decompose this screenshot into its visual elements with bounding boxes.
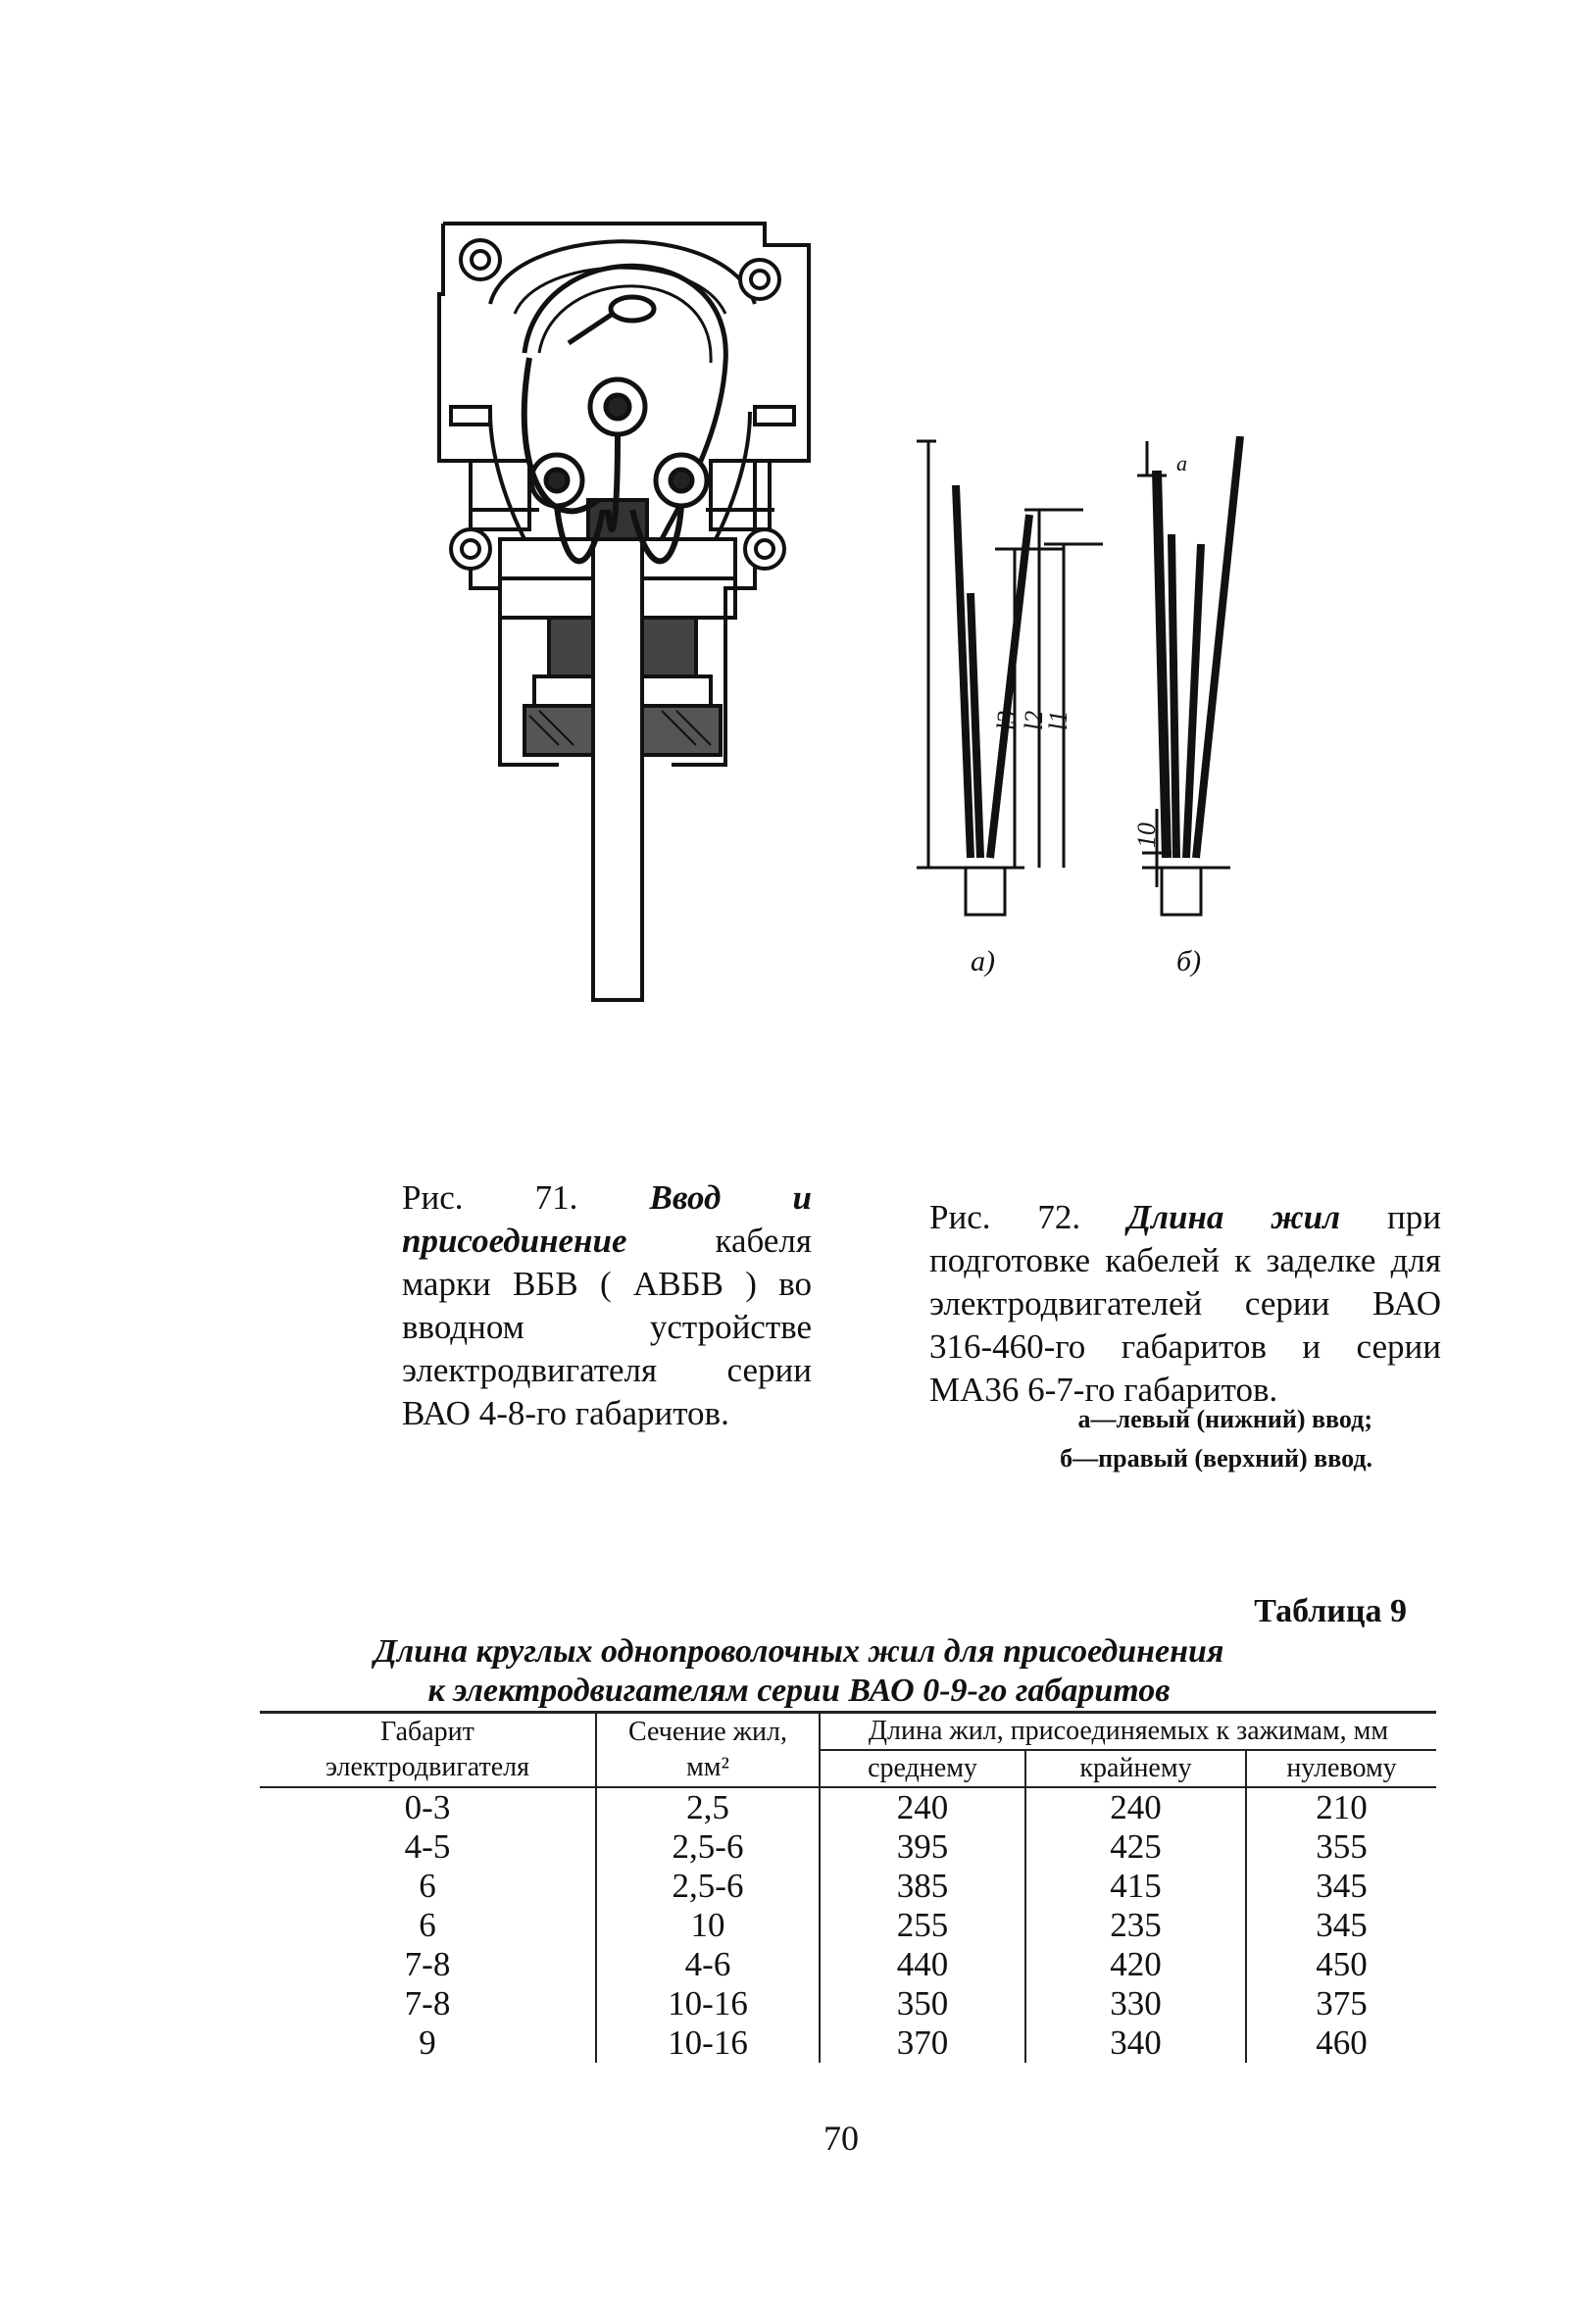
header-frame-line-2: электродвигателя [324,1752,530,1782]
cell-neutral: 460 [1316,2023,1368,2062]
dim-a-label: a [1176,451,1187,475]
cell-frame: 7-8 [260,1945,596,1984]
header-frame-line-1: Габарит [380,1717,474,1747]
cell-section: 2,5-6 [596,1827,820,1867]
cell-middle: 240 [820,1787,1025,1827]
header-lengths-group: Длина жил, присоединяемых к зажимам, мм [820,1713,1436,1751]
cell-outer: 415 [1025,1867,1246,1906]
dim-l1-label: l1 [1044,710,1072,730]
figure-72-text: при подготовке кабелей к заделке для электродвигателей серии ВАО 316-460-го габаритов и серии МА36 6-7-го габаритов. [929,1198,1442,1409]
cell-middle: 350 [820,1984,1025,2023]
table-row [260,1867,1436,1906]
cell-outer: 240 [1025,1787,1246,1827]
cell-frame: 6 [260,1867,596,1906]
data-table [260,1711,1436,2063]
header-frame [260,1713,596,1788]
figure-72-drawing [917,436,1270,985]
dim-l2-label: l2 [1020,710,1048,730]
legend-item-b: б—правый (верхний) ввод. [1060,1444,1372,1473]
cell-frame: 7-8 [260,1984,596,2023]
cell-neutral: 375 [1316,1984,1368,2023]
table-title-line-1: Длина круглых однопроволочных жил для присоединения [374,1633,1224,1670]
cell-outer: 420 [1025,1945,1246,1984]
cell-neutral: 355 [1316,1827,1368,1866]
cell-section: 10-16 [596,2023,820,2063]
cell-section: 10-16 [596,1984,820,2023]
cell-middle: 395 [820,1827,1025,1867]
cell-middle: 440 [820,1945,1025,1984]
table-row [260,2023,1436,2063]
figure-72-legend [941,1400,1372,1478]
dim-10-label: 10 [1132,823,1161,848]
cell-section: 2,5 [596,1787,820,1827]
figure-72-number: Рис. 72. [929,1198,1081,1236]
cell-outer: 235 [1025,1906,1246,1945]
header-section [596,1713,820,1788]
header-neutral: нулевому [1246,1750,1436,1787]
table-label: Таблица 9 [1254,1593,1407,1629]
figure-72-title: Длина жил [1127,1198,1341,1236]
dim-l3-label: l3 [992,710,1021,730]
header-middle: среднему [820,1750,1025,1787]
cell-section: 4-6 [596,1945,820,1984]
table-row [260,1945,1436,1984]
cell-outer: 330 [1025,1984,1246,2023]
cell-frame: 9 [260,2023,596,2063]
figure-71-title: Ввод и присоединение [402,1178,812,1260]
cell-frame: 0-3 [260,1787,596,1827]
legend-item-a: а—левый (нижний) ввод; [1077,1405,1372,1433]
table-title [260,1632,1338,1711]
cell-section: 10 [596,1906,820,1945]
table-title-line-2: к электродвигателям серии ВАО 0-9-го габаритов [427,1673,1171,1709]
cell-middle: 255 [820,1906,1025,1945]
cell-outer: 340 [1025,2023,1246,2063]
table-row [260,1906,1436,1945]
panel-b-label: б) [1176,945,1202,977]
cell-neutral: 345 [1316,1867,1368,1905]
figure-71-text: кабеля марки ВБВ ( АВБВ ) во вводном устройстве электродвигателя серии ВАО 4-8-го габаритов. [402,1222,812,1432]
page-number: 70 [823,2119,859,2158]
cell-neutral: 450 [1316,1945,1368,1983]
table-row [260,1787,1436,1827]
table-row [260,1984,1436,2023]
figure-71-caption [402,1176,812,1435]
figure-72-caption [929,1196,1441,1412]
cell-neutral: 345 [1316,1906,1368,1944]
header-section-line-2: мм² [686,1752,729,1782]
cell-frame: 4-5 [260,1827,596,1867]
cell-section: 2,5-6 [596,1867,820,1906]
header-section-line-1: Сечение жил, [628,1717,787,1747]
cell-frame: 6 [260,1906,596,1945]
header-outer: крайнему [1025,1750,1246,1787]
cell-neutral: 210 [1316,1788,1368,1826]
figure-71-number: Рис. 71. [402,1178,578,1217]
cell-middle: 370 [820,2023,1025,2063]
figure-71-drawing [431,216,823,1029]
cell-outer: 425 [1025,1827,1246,1867]
panel-a-label: а) [971,945,995,977]
table-row [260,1827,1436,1867]
cell-middle: 385 [820,1867,1025,1906]
